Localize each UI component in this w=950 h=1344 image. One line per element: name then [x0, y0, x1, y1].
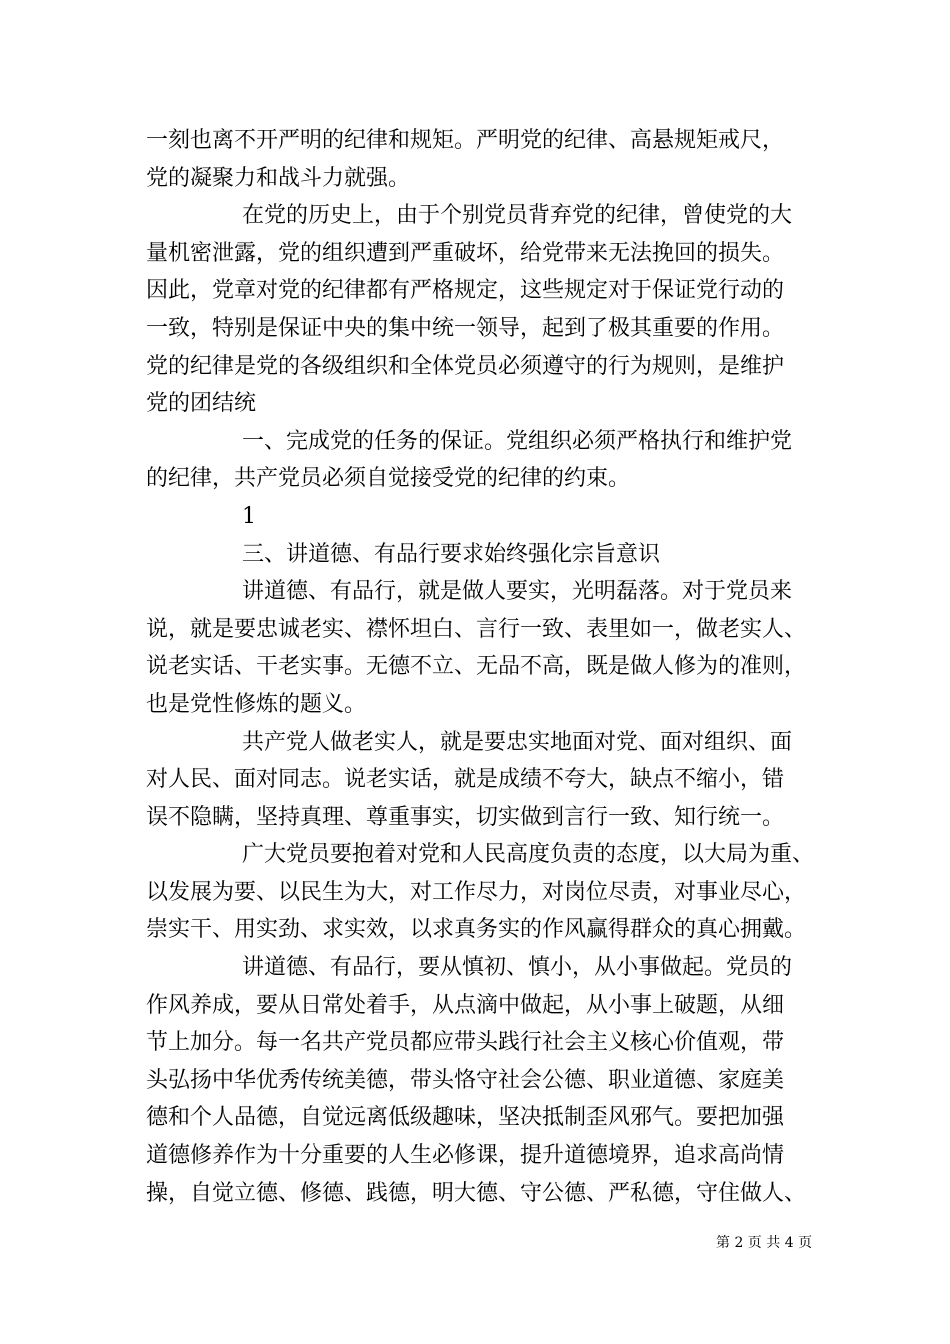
- text-line: 也是党性修炼的题义。: [146, 691, 367, 717]
- text-line: 以发展为要、以民生为大，对工作尽力，对岗位尽责，对事业尽心，: [146, 879, 807, 905]
- text-line: 党的纪律是党的各级组织和全体党员必须遵守的行为规则，是维护: [146, 353, 785, 379]
- text-line: 讲道德、有品行，要从慎初、慎小，从小事做起。党员的: [242, 955, 793, 981]
- text-line: 操，自觉立德、修德、践德，明大德、守公德、严私德，守住做人、: [146, 1180, 807, 1206]
- text-line: 量机密泄露，党的组织遭到严重破坏，给党带来无法挽回的损失。: [146, 240, 785, 266]
- section-heading: 三、讲道德、有品行要求始终强化宗旨意识: [242, 541, 661, 567]
- inline-page-number: 1: [242, 503, 256, 529]
- text-line: 广大党员要抱着对党和人民高度负责的态度，以大局为重、: [242, 842, 815, 868]
- text-line: 说，就是要忠诚老实、襟怀坦白、言行一致、表里如一，做老实人、: [146, 616, 807, 642]
- text-line: 党的凝聚力和战斗力就强。: [146, 165, 411, 191]
- text-line: 误不隐瞒，坚持真理、尊重事实，切实做到言行一致、知行统一。: [146, 804, 785, 830]
- text-line: 头弘扬中华优秀传统美德，带头恪守社会公德、职业道德、家庭美: [146, 1067, 785, 1093]
- text-line: 在党的历史上，由于个别党员背弃党的纪律，曾使党的大: [242, 203, 793, 229]
- text-line: 对人民、面对同志。说老实话，就是成绩不夸大，缺点不缩小，错: [146, 767, 785, 793]
- text-line: 党的团结统: [146, 391, 257, 417]
- text-line: 一致，特别是保证中央的集中统一领导，起到了极其重要的作用。: [146, 315, 785, 341]
- text-line: 德和个人品德，自觉远离低级趣味，坚决抵制歪风邪气。要把加强: [146, 1105, 785, 1131]
- text-line: 一、完成党的任务的保证。党组织必须严格执行和维护党: [242, 428, 793, 454]
- text-line: 道德修养作为十分重要的人生必修课，提升道德境界，追求高尚情: [146, 1143, 785, 1169]
- text-line: 说老实话、干老实事。无德不立、无品不高，既是做人修为的准则，: [146, 654, 807, 680]
- text-line: 一刻也离不开严明的纪律和规矩。严明党的纪律、高悬规矩戒尺，: [146, 128, 785, 153]
- document-body: [146, 122, 826, 1212]
- page-footer: 第 2 页 共 4 页: [716, 1235, 813, 1251]
- text-line: 的纪律，共产党员必须自觉接受党的纪律的约束。: [146, 466, 631, 492]
- text-line: 共产党人做老实人，就是要忠实地面对党、面对组织、面: [242, 729, 793, 755]
- text-line: 崇实干、用实劲、求实效，以求真务实的作风赢得群众的真心拥戴。: [146, 917, 807, 943]
- text-line: 作风养成，要从日常处着手，从点滴中做起，从小事上破题，从细: [146, 992, 785, 1018]
- text-line: 讲道德、有品行，就是做人要实，光明磊落。对于党员来: [242, 579, 793, 605]
- text-line: 因此，党章对党的纪律都有严格规定，这些规定对于保证党行动的: [146, 278, 785, 304]
- text-line: 节上加分。每一名共产党员都应带头践行社会主义核心价值观，带: [146, 1030, 785, 1056]
